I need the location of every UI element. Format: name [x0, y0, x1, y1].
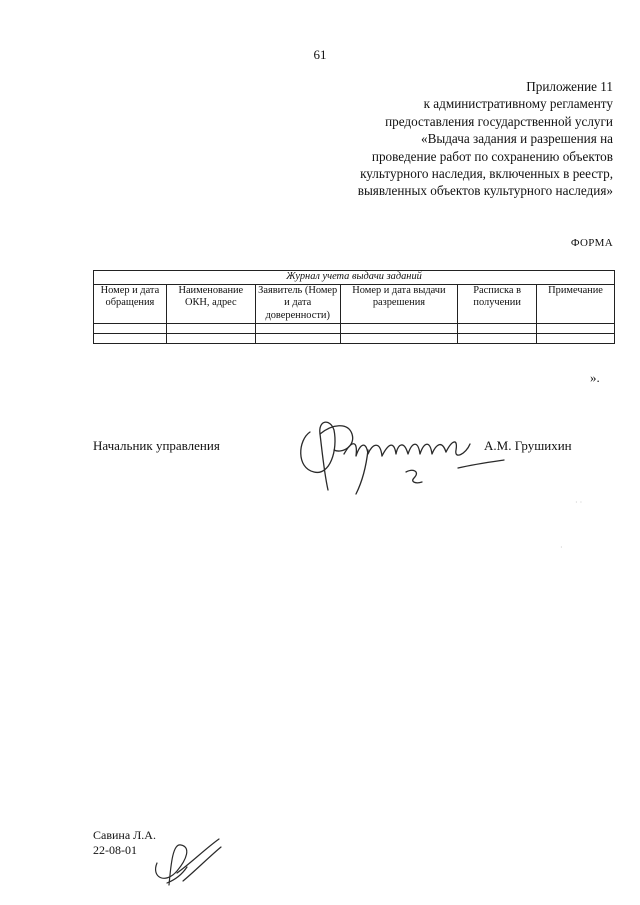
scan-artifact: · · [575, 498, 583, 507]
table-cell [166, 323, 255, 333]
table-title-row [94, 271, 615, 285]
appendix-line: к административному регламенту [423, 96, 613, 112]
table-cell [255, 333, 340, 343]
appendix-header [193, 78, 613, 200]
table-cell [94, 333, 167, 343]
appendix-line: культурного наследия, включенных в реестр, [360, 166, 613, 182]
table-header-row [94, 284, 615, 323]
initials-signature [147, 833, 227, 895]
form-label: ФОРМА [570, 237, 613, 249]
journal-table [93, 270, 615, 344]
table-row [94, 323, 615, 333]
executor-name: Савина Л.А. [93, 828, 156, 842]
table-cell [255, 323, 340, 333]
column-header: Примечание [537, 284, 615, 323]
table-cell [166, 333, 255, 343]
column-header: Заявитель (Номер и дата доверенности) [255, 284, 340, 323]
column-header: Номер и дата обращения [94, 284, 167, 323]
appendix-line: Приложение 11 [526, 79, 613, 94]
table-cell [537, 333, 615, 343]
journal-title: Журнал учета выдачи заданий [94, 271, 615, 285]
signatory-name: А.М. Грушихин [484, 438, 572, 453]
column-header: Расписка в получении [458, 284, 537, 323]
page-number: 61 [313, 47, 327, 62]
appendix-line: предоставления государственной услуги [385, 113, 613, 129]
handwritten-signature [290, 410, 520, 500]
closing-quote: ». [590, 370, 600, 385]
table-cell [458, 333, 537, 343]
executor-phone: 22-08-01 [93, 843, 137, 857]
column-header: Наименование ОКН, адрес [166, 284, 255, 323]
appendix-line: выявленных объектов культурного наследия» [357, 183, 613, 199]
column-header: Номер и дата выдачи разрешения [340, 284, 458, 323]
appendix-line: проведение работ по сохранению объектов [371, 148, 613, 164]
scan-artifact: · [560, 543, 563, 552]
table-row [94, 333, 615, 343]
table-cell [537, 323, 615, 333]
table-cell [340, 333, 458, 343]
signatory-position: Начальник управления [93, 438, 220, 453]
appendix-line: «Выдача задания и разрешения на [420, 131, 613, 147]
table-cell [340, 323, 458, 333]
table-cell [458, 323, 537, 333]
table-cell [94, 323, 167, 333]
